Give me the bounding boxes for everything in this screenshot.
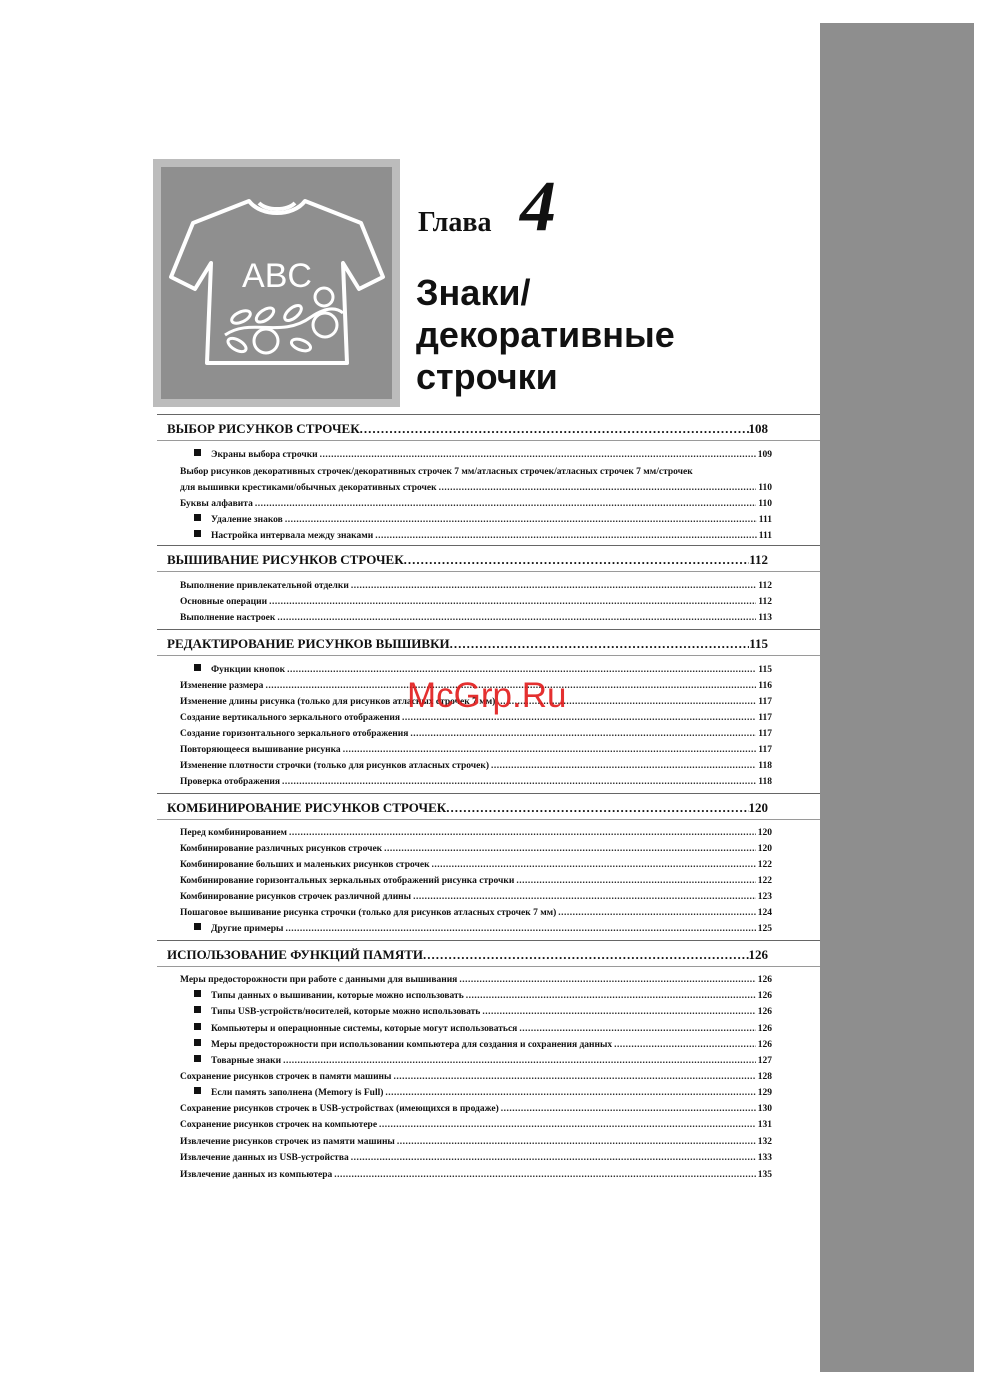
square-bullet-icon (194, 1039, 201, 1046)
toc-entry[interactable]: Типы данных о вышивании, которые можно использовать ..... 126 (194, 991, 772, 1005)
toc-entry[interactable]: Сохранение рисунков строчек в USB-устройствах (имеющихся в продаже) ..... 130 (180, 1104, 772, 1118)
section-title: ВЫШИВАНИЕ РИСУНКОВ СТРОЧЕК (167, 552, 404, 567)
toc-entry[interactable]: Извлечение данных из USB-устройства ..... 133 (180, 1153, 772, 1167)
section-title: КОМБИНИРОВАНИЕ РИСУНКОВ СТРОЧЕК (167, 800, 447, 815)
toc-entry[interactable]: Сохранение рисунков строчек на компьютере ..... 131 (180, 1120, 772, 1134)
toc-section-3[interactable] (157, 629, 820, 656)
square-bullet-icon (194, 514, 201, 521)
shirt-icon (161, 167, 392, 399)
toc-entry[interactable]: Перед комбинированием ..... 120 (180, 828, 772, 842)
toc-entry-line[interactable]: Выбор рисунков декоративных строчек/декоративных строчек 7 мм/атласных строчек/атласных строчек 7 мм/строчек (180, 467, 693, 477)
section-page: 115 (749, 636, 768, 651)
watermark: McGrp.Ru (407, 676, 567, 715)
section-page: 120 (748, 800, 768, 815)
toc-entry[interactable]: Комбинирование больших и маленьких рисунков строчек ..... 122 (180, 860, 772, 874)
toc-section-1[interactable] (157, 414, 820, 441)
toc-entry[interactable]: Товарные знаки ..... 127 (194, 1056, 772, 1070)
toc-entry[interactable]: Изменение размера ..... 116 (180, 681, 772, 695)
square-bullet-icon (194, 664, 201, 671)
toc-entry[interactable]: Функции кнопок ..... 115 (194, 665, 772, 679)
chapter-title-line: строчки (416, 356, 558, 397)
side-thumb-tab (820, 23, 974, 1372)
toc-entry[interactable]: Компьютеры и операционные системы, которые могут использоваться ..... 126 (194, 1024, 772, 1038)
square-bullet-icon (194, 449, 201, 456)
chapter-title (416, 272, 675, 398)
toc-entry[interactable]: Изменение плотности строчки (только для рисунков атласных строчек) ..... 118 (180, 761, 772, 775)
chapter-illustration (153, 159, 400, 407)
square-bullet-icon (194, 923, 201, 930)
square-bullet-icon (194, 1023, 201, 1030)
toc-entry[interactable]: Удаление знаков ..... 111 (194, 515, 772, 529)
section-page: 112 (749, 552, 768, 567)
toc-section-4[interactable] (157, 793, 820, 820)
toc-entry[interactable]: Типы USB-устройств/носителей, которые можно использовать ..... 126 (194, 1007, 772, 1021)
square-bullet-icon (194, 990, 201, 997)
chapter-label: Глава (418, 207, 492, 238)
toc-entry[interactable]: Другие примеры ..... 125 (194, 924, 772, 938)
toc-entry[interactable]: Сохранение рисунков строчек в памяти машины ..... 128 (180, 1072, 772, 1086)
square-bullet-icon (194, 1055, 201, 1062)
toc-entry[interactable]: Настройка интервала между знаками ..... 111 (194, 531, 772, 545)
toc-entry[interactable]: Выполнение настроек ..... 113 (180, 613, 772, 627)
square-bullet-icon (194, 530, 201, 537)
toc-entry[interactable]: Извлечение данных из компьютера ..... 135 (180, 1170, 772, 1184)
toc-entry[interactable]: Проверка отображения ..... 118 (180, 777, 772, 791)
toc-entry[interactable]: Меры предосторожности при использовании компьютера для создания и сохранения данных ..... 126 (194, 1040, 772, 1054)
toc-entry[interactable]: Основные операции ..... 112 (180, 597, 772, 611)
square-bullet-icon (194, 1006, 201, 1013)
chapter-number: 4 (520, 166, 556, 246)
section-page: 108 (748, 421, 768, 436)
toc-entry[interactable]: Комбинирование рисунков строчек различной длины ..... 123 (180, 892, 772, 906)
toc-entry[interactable]: Буквы алфавита ..... 110 (180, 499, 772, 513)
chapter-title-line: Знаки/ (416, 272, 531, 313)
toc-entry[interactable]: Повторяющееся вышивание рисунка ..... 117 (180, 745, 772, 759)
section-title: РЕДАКТИРОВАНИЕ РИСУНКОВ ВЫШИВКИ (167, 636, 450, 651)
image-abc-text: ABC (242, 257, 312, 295)
toc-entry[interactable]: Выполнение привлекательной отделки ..... 112 (180, 581, 772, 595)
toc-entry[interactable]: Извлечение рисунков строчек из памяти машины ..... 132 (180, 1137, 772, 1151)
toc-entry[interactable]: Меры предосторожности при работе с данными для вышивания ..... 126 (180, 975, 772, 989)
toc-entry[interactable]: Комбинирование горизонтальных зеркальных отображений рисунка строчки ..... 122 (180, 876, 772, 890)
toc-entry[interactable]: Экраны выбора строчки ..... 109 (194, 450, 772, 464)
section-title: ВЫБОР РИСУНКОВ СТРОЧЕК (167, 421, 360, 436)
toc-entry[interactable]: Комбинирование различных рисунков строчек ..... 120 (180, 844, 772, 858)
chapter-title-line: декоративные (416, 314, 675, 355)
section-title: ИСПОЛЬЗОВАНИЕ ФУНКЦИЙ ПАМЯТИ (167, 947, 424, 962)
toc-entry[interactable]: для вышивки крестиками/обычных декоративных строчек ..... 110 (180, 483, 772, 497)
section-page: 126 (748, 947, 768, 962)
toc-entry[interactable]: Изменение длины рисунка (только для рисунков атласных строчек 7 мм) ..... 117 (180, 697, 772, 711)
toc-section-5[interactable] (157, 940, 820, 967)
toc-section-2[interactable] (157, 545, 820, 572)
square-bullet-icon (194, 1087, 201, 1094)
toc-entry[interactable]: Создание вертикального зеркального отображения ..... 117 (180, 713, 772, 727)
toc-entry[interactable]: Пошаговое вышивание рисунка строчки (только для рисунков атласных строчек 7 мм) ..... 124 (180, 908, 772, 922)
toc-entry[interactable]: Если память заполнена (Memory is Full) ..... 129 (194, 1088, 772, 1102)
toc-entry[interactable]: Создание горизонтального зеркального отображения ..... 117 (180, 729, 772, 743)
